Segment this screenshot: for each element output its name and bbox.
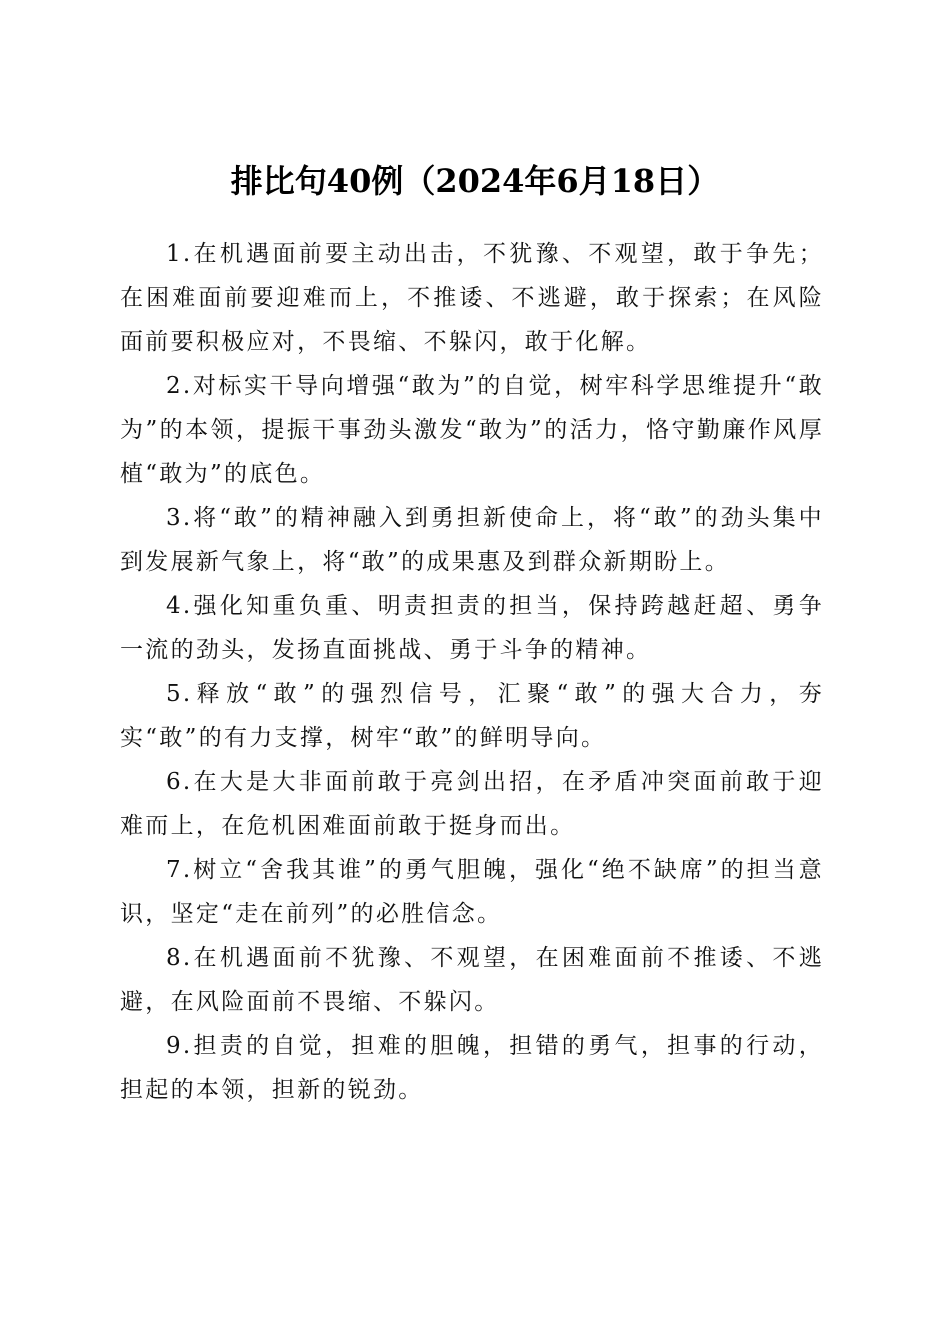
paragraph-4: 4.强化知重负重、明责担责的担当，保持跨越赶超、勇争一流的劲头，发扬直面挑战、勇于斗争的精神。 <box>120 593 824 663</box>
paragraph-5: 5.释放“敢”的强烈信号，汇聚“敢”的强大合力，夯实“敢”的有力支撑，树牢“敢”的鲜明导向。 <box>120 681 824 751</box>
paragraph-8: 8.在机遇面前不犹豫、不观望，在困难面前不推诿、不逃避，在风险面前不畏缩、不躲闪。 <box>120 945 824 1015</box>
paragraph-7: 7.树立“舍我其谁”的勇气胆魄，强化“绝不缺席”的担当意识，坚定“走在前列”的必胜信念。 <box>120 857 824 927</box>
paragraph-1: 1.在机遇面前要主动出击，不犹豫、不观望，敢于争先；在困难面前要迎难而上，不推诿、不逃避，敢于探索；在风险面前要积极应对，不畏缩、不躲闪，敢于化解。 <box>120 241 824 355</box>
document-title: 排比句40例（2024年6月18日） <box>230 162 720 201</box>
paragraph-6: 6.在大是大非面前敢于亮剑出招，在矛盾冲突面前敢于迎难而上，在危机困难面前敢于挺身而出。 <box>120 769 824 839</box>
paragraph-2: 2.对标实干导向增强“敢为”的自觉，树牢科学思维提升“敢为”的本领，提振干事劲头激发“敢为”的活力，恪守勤廉作风厚植“敢为”的底色。 <box>120 373 824 487</box>
paragraph-9: 9.担责的自觉，担难的胆魄，担错的勇气，担事的行动，担起的本领，担新的锐劲。 <box>120 1033 824 1103</box>
document-body <box>120 232 824 1112</box>
paragraph-3: 3.将“敢”的精神融入到勇担新使命上，将“敢”的劲头集中到发展新气象上，将“敢”的成果惠及到群众新期盼上。 <box>120 505 824 575</box>
